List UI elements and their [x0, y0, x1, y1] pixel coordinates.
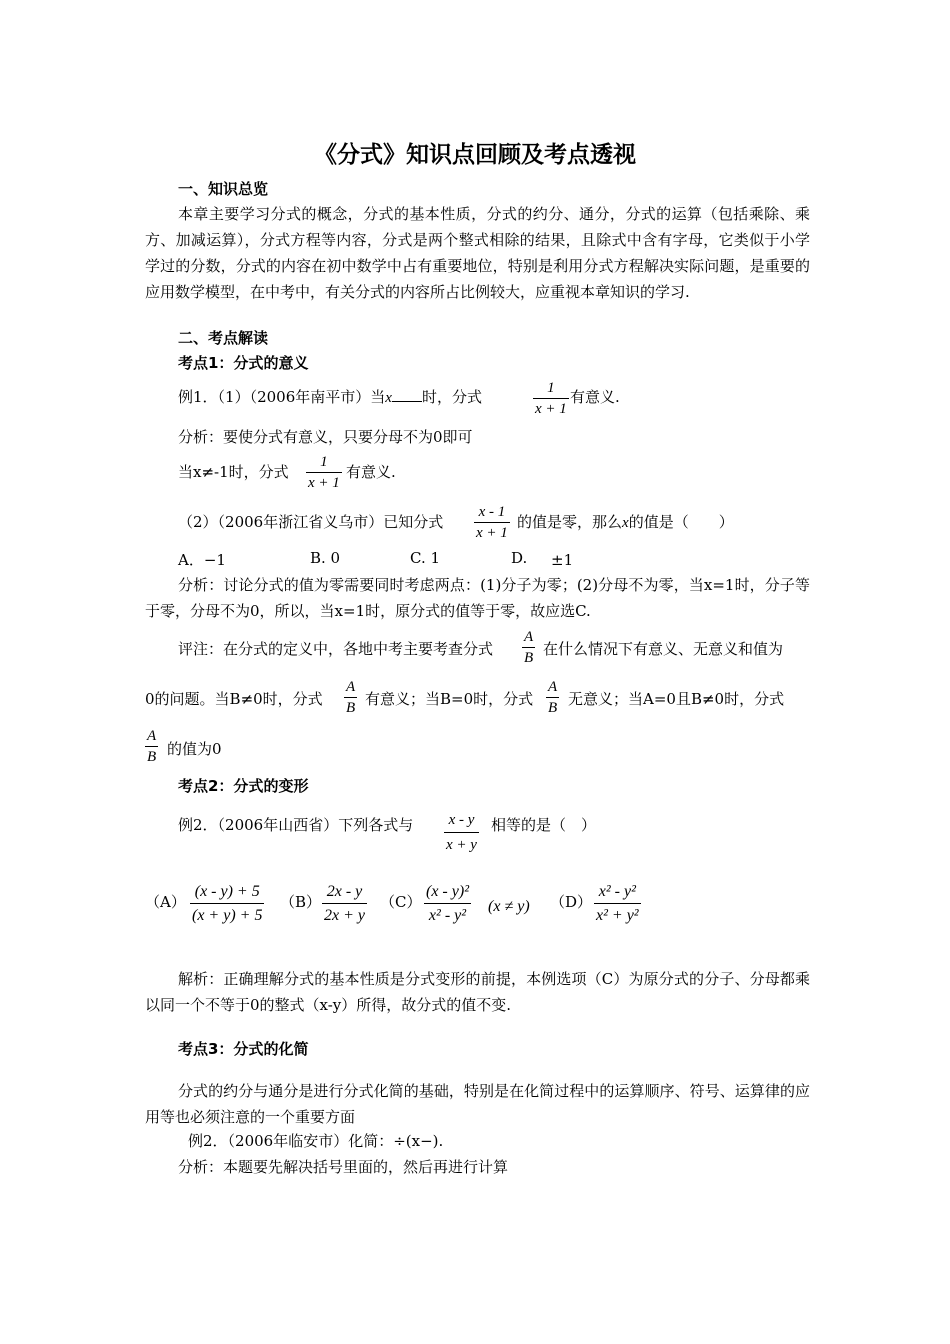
section-1-heading: 一、知识总览 [178, 180, 269, 198]
example-1-2-text-3: 的值是（ ） [628, 513, 734, 531]
fraction-a-over-b-3 [546, 677, 559, 718]
fraction-x-minus-1-over-x-plus-1 [474, 502, 510, 543]
fraction-1-over-x-plus-1-answer [306, 452, 342, 493]
fraction-a-over-b-4 [145, 726, 158, 767]
example-2-end: 相等的是（ ） [491, 816, 597, 834]
analysis-2: 分析：讨论分式的值为零需要同时考虑两点：(1)分子为零；(2)分母不为零，当x=1时，分子等于零，分母不为0，所以，当x=1时，原分式的值等于零，故应选C. [145, 576, 810, 620]
note-text-5: 无意义；当A=0且B≠0时，分式 [568, 690, 785, 708]
note-text-3: 0的问题。当B≠0时，分式 [145, 690, 323, 708]
note-text-4: 有意义；当B=0时，分式 [365, 690, 534, 708]
note-text-2: 在什么情况下有意义、无意义和值为 [543, 640, 784, 658]
numerator: A [346, 679, 356, 695]
option-d: D. [511, 549, 528, 567]
denominator: x² - y² [424, 903, 471, 927]
kaodian-3-heading: 考点3：分式的化简 [178, 1040, 309, 1058]
var-x: x [385, 390, 392, 406]
analysis-1: 分析：要使分式有意义，只要分母不为0即可 [178, 428, 473, 446]
kaodian-1-heading: 考点1：分式的意义 [178, 354, 309, 372]
option-c: C. 1 [410, 549, 441, 567]
example-1-line [178, 386, 482, 407]
denominator: B [546, 697, 559, 718]
denominator: B [145, 746, 158, 767]
section-2-heading: 二、考点解读 [178, 329, 269, 347]
option-c-fraction [424, 880, 471, 927]
numerator: A [524, 629, 534, 645]
fraction-1-over-x-plus-1 [533, 378, 569, 419]
var-x: x [622, 515, 629, 531]
option-a: A．−1 [178, 551, 226, 569]
note-text-6: 的值为0 [167, 740, 222, 758]
numerator: 1 [320, 454, 328, 470]
denominator: x + 1 [474, 522, 510, 543]
numerator: x² - y² [598, 883, 636, 900]
option-c-label: （C） [380, 893, 422, 911]
denominator: x² + y² [594, 903, 641, 927]
example-2-text: 例2．（2006年山西省）下列各式与 [178, 816, 414, 834]
example-1-2-text-2: 的值是零，那么 [517, 513, 623, 531]
denominator: x + 1 [306, 472, 342, 493]
kaodian-2-heading: 考点2：分式的变形 [178, 777, 309, 795]
numerator: A [147, 728, 157, 744]
option-b-fraction [322, 880, 367, 927]
kaodian-3-body: 分式的约分与通分是进行分式化简的基础，特别是在化简过程中的运算顺序、符号、运算律的应用等也必须注意的一个重要方面 [145, 1082, 810, 1126]
denominator: B [344, 697, 357, 718]
option-b-label: （B） [280, 893, 322, 911]
example-1-2-text: （2）（2006年浙江省义乌市）已知分式 [178, 513, 444, 531]
numerator: 2x - y [326, 883, 363, 900]
denominator: 2x + y [322, 903, 367, 927]
answer-1-end: 有意义. [346, 463, 396, 481]
note-text-1: 评注：在分式的定义中，各地中考主要考查分式 [178, 640, 494, 658]
numerator: 1 [547, 380, 555, 396]
answer-blank [392, 387, 422, 402]
numerator: A [548, 679, 558, 695]
example-1-text-2: 时，分式 [421, 388, 482, 406]
denominator: x + 1 [533, 398, 569, 419]
fraction-x-minus-y-over-x-plus-y [444, 808, 479, 857]
denominator: (x + y) + 5 [190, 903, 264, 927]
option-d-fraction [594, 880, 641, 927]
kaodian-3-analysis: 分析：本题要先解决括号里面的，然后再进行计算 [178, 1158, 509, 1176]
option-c-condition: (x ≠ y) [488, 898, 530, 915]
fraction-a-over-b-2 [344, 677, 357, 718]
option-d-value: ±1 [551, 551, 574, 569]
option-a-fraction [190, 880, 264, 927]
example-1-end: 有意义. [570, 388, 620, 406]
fraction-a-over-b-1 [522, 627, 535, 668]
denominator: B [522, 647, 535, 668]
numerator: (x - y)² [426, 883, 469, 900]
example-2-analysis: 解析：正确理解分式的基本性质是分式变形的前提，本例选项（C）为原分式的分子、分母都乘以同一个不等于0的整式（x-y）所得，故分式的值不变. [145, 970, 810, 1014]
numerator: x - 1 [478, 504, 506, 520]
section-1-body: 本章主要学习分式的概念，分式的基本性质，分式的约分、通分，分式的运算（包括乘除、乘方、加减运算），分式方程等内容，分式是两个整式相除的结果，且除式中含有字母，它类似于小学学过的分数，分式的内容在初中数学中占有重要地位，特别是利用分式方程解决实际问题，是重要的应用数学模型，在中考中，有关分式的内容所占比例较大，应重视本章知识的学习. [145, 205, 810, 301]
option-a-label: （A） [145, 893, 186, 911]
example-1-text: 例1．（1）（2006年南平市）当 [178, 388, 386, 406]
numerator: x - y [448, 812, 475, 828]
numerator: (x - y) + 5 [194, 883, 260, 900]
answer-1-text: 当x≠-1时，分式 [178, 463, 289, 481]
denominator: x + y [444, 832, 479, 857]
option-b: B. 0 [310, 549, 341, 567]
kaodian-3-example: 例2．（2006年临安市）化简：÷(x−). [188, 1132, 444, 1150]
option-d-label: （D） [550, 893, 593, 911]
example-1-2-end [517, 511, 734, 532]
page-title: 《分式》知识点回顾及考点透视 [314, 142, 636, 168]
